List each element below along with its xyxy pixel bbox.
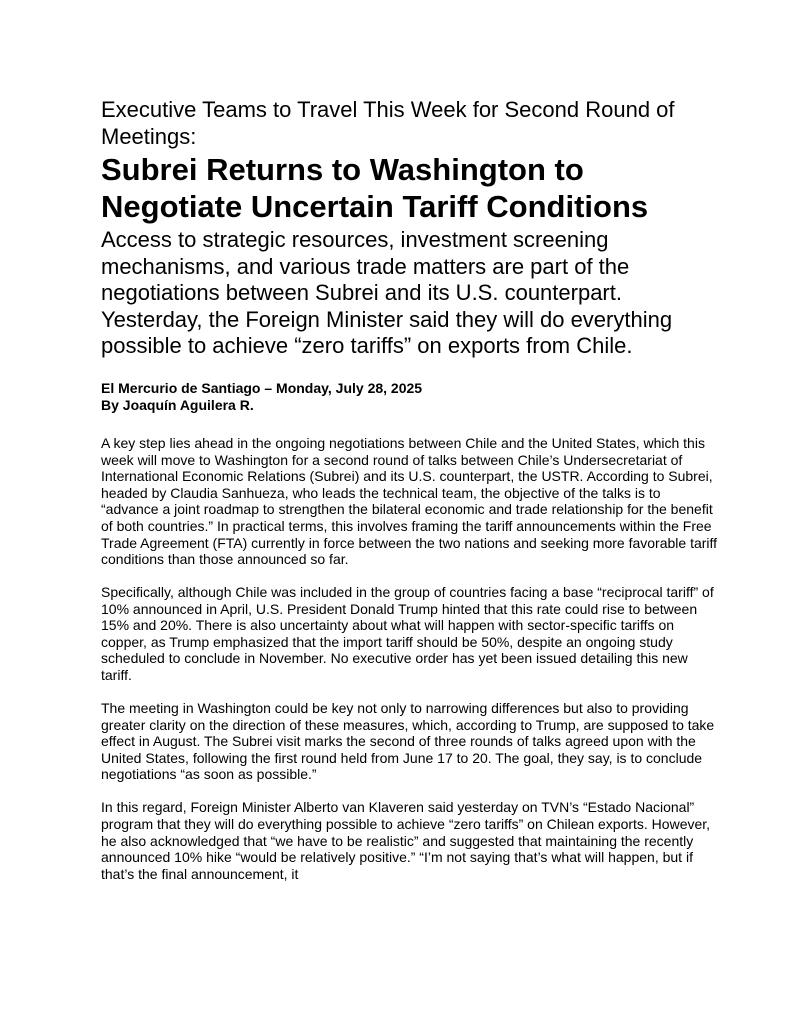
author-line: By Joaquín Aguilera R.: [101, 397, 254, 414]
body-paragraph: The meeting in Washington could be key not only to narrowing differences but also to providing greater clarity on the direction of these measures, which, according to Trump, are supposed to take effect in August. The Subrei visit marks the second of three rounds of talks agreed upon with the United States, following the first round held from June 17 to 20. The goal, they say, is to conclude negotiations “as soon as possible.”: [101, 700, 715, 783]
body-paragraph: In this regard, Foreign Minister Alberto van Klaveren said yesterday on TVN’s “Estado Nacional” program that they will do everything possible to achieve “zero tariffs” on Chilean exports. However, he also acknowledged that “we have to be realistic” and suggested that maintaining the recently announced 10% hike “would be relatively positive.” “I’m not saying that’s what will happen, but if that’s the final announcement, it: [101, 799, 711, 882]
article-deck: Access to strategic resources, investment screening mechanisms, and various trade matters are part of the negotiations between Subrei and its U.S. counterpart. Yesterday, the Foreign Minister said they will do everything possible to achieve “zero tariffs” on exports from Chile.: [101, 227, 673, 359]
article-headline: Subrei Returns to Washington to Negotiate Uncertain Tariff Conditions: [101, 152, 649, 224]
article-kicker: Executive Teams to Travel This Week for Second Round of Meetings:: [101, 97, 675, 149]
source-date-line: El Mercurio de Santiago – Monday, July 28, 2025: [101, 379, 423, 396]
article-body: [101, 435, 721, 882]
article-page: [101, 96, 721, 899]
byline: [101, 380, 721, 415]
body-paragraph: A key step lies ahead in the ongoing negotiations between Chile and the United States, which this week will move to Washington for a second round of talks between Chile’s Undersecretariat of International Economic Relations (Subrei) and its U.S. counterpart, the USTR. According to Subrei, headed by Claudia Sanhueza, who leads the technical team, the objective of the talks is to “advance a joint roadmap to strengthen the bilateral economic and trade relationship for the benefit of both countries.” In practical terms, this involves framing the tariff announcements within the Free Trade Agreement (FTA) currently in force between the two nations and seeking more favorable tariff conditions than those announced so far.: [101, 434, 718, 568]
body-paragraph: Specifically, although Chile was included in the group of countries facing a base “reciprocal tariff” of 10% announced in April, U.S. President Donald Trump hinted that this rate could rise to between 15% and 20%. There is also uncertainty about what will happen with sector-specific tariffs on copper, as Trump emphasized that the import tariff should be 50%, despite an ongoing study scheduled to conclude in November. No executive order has yet been issued detailing this new tariff.: [101, 584, 714, 684]
